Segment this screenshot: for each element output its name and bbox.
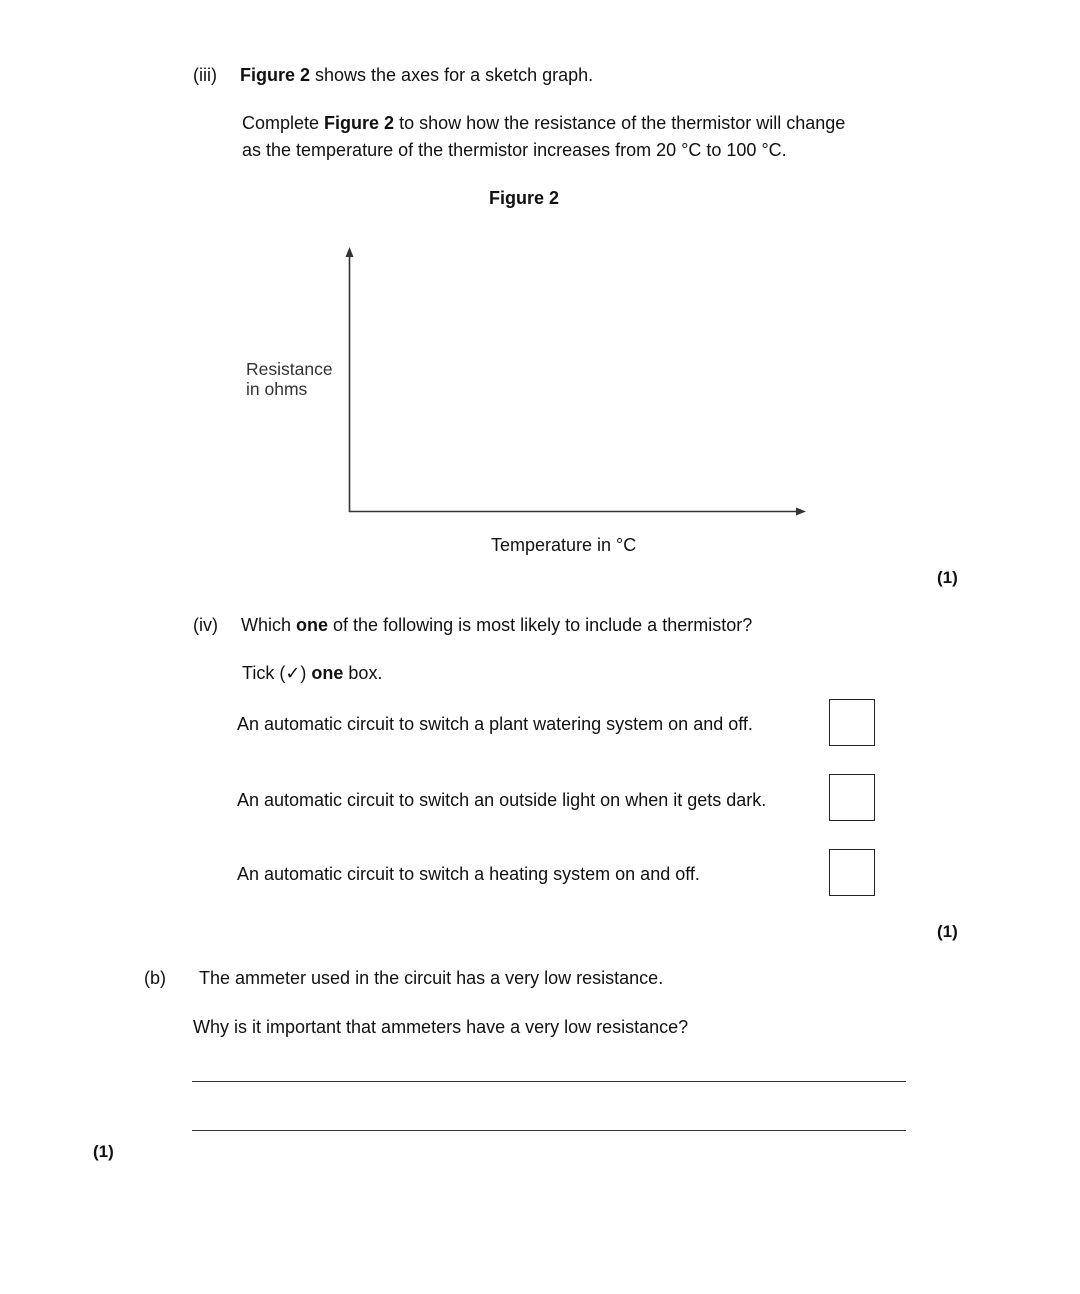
tick-pre: Tick (✓) bbox=[242, 663, 312, 683]
intro-text: shows the axes for a sketch graph. bbox=[310, 65, 594, 85]
option-2-checkbox[interactable] bbox=[829, 774, 875, 821]
marks-b: (1) bbox=[93, 1142, 114, 1161]
y-axis-label-line-1: Resistance bbox=[246, 359, 333, 379]
y-axis-arrow bbox=[346, 247, 354, 257]
tick-post: box. bbox=[343, 663, 383, 683]
option-3-text: An automatic circuit to switch a heating system on and off. bbox=[237, 864, 700, 884]
part-b-statement: The ammeter used in the circuit has a very low resistance. bbox=[199, 968, 664, 988]
q-bold: one bbox=[296, 615, 329, 635]
tick-bold: one bbox=[311, 663, 344, 683]
marks-iii: (1) bbox=[937, 568, 958, 587]
q-pre: Which bbox=[241, 615, 297, 635]
instr-pre: Complete bbox=[242, 113, 325, 133]
q-post: of the following is most likely to include a thermistor? bbox=[328, 615, 753, 635]
x-axis-label: Temperature in °C bbox=[491, 535, 637, 555]
part-iii-label: (iii) bbox=[193, 65, 217, 85]
x-axis-arrow bbox=[796, 508, 806, 516]
part-iv-question bbox=[241, 615, 752, 637]
y-axis-label-line-2: in ohms bbox=[246, 379, 308, 399]
figure-ref-bold-2: Figure 2 bbox=[324, 113, 395, 133]
answer-line-2[interactable] bbox=[192, 1130, 906, 1131]
figure-title: Figure 2 bbox=[489, 188, 560, 208]
part-b-question: Why is it important that ammeters have a very low resistance? bbox=[193, 1017, 689, 1037]
part-b-label: (b) bbox=[144, 968, 166, 988]
marks-iv: (1) bbox=[937, 922, 958, 941]
y-axis-label bbox=[246, 359, 333, 399]
option-2-text: An automatic circuit to switch an outside light on when it gets dark. bbox=[237, 790, 767, 810]
option-1-checkbox[interactable] bbox=[829, 699, 875, 746]
option-1-text: An automatic circuit to switch a plant watering system on and off. bbox=[237, 714, 753, 734]
answer-line-1[interactable] bbox=[192, 1081, 906, 1082]
figure-ref-bold: Figure 2 bbox=[240, 65, 311, 85]
option-3-checkbox[interactable] bbox=[829, 849, 875, 896]
tick-instruction bbox=[242, 663, 382, 685]
instr-post: to show how the resistance of the thermistor will change bbox=[394, 113, 846, 133]
part-iv-label: (iv) bbox=[193, 615, 218, 635]
instruction-line-2: as the temperature of the thermistor increases from 20 °C to 100 °C. bbox=[242, 140, 787, 160]
